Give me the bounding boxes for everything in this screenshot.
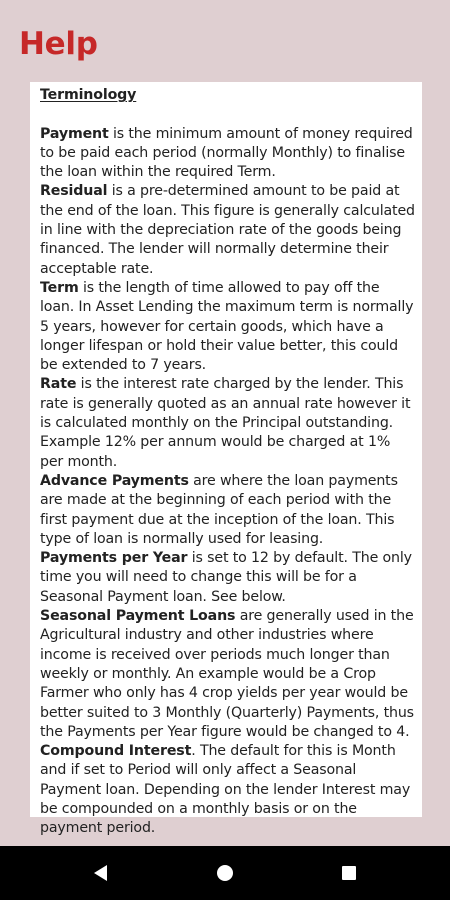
term-description: is set to 12 by default. The only time you will need to change this will be for a Seasonal Payment loan. See below. <box>40 550 412 605</box>
term-paragraph-advance-payments <box>40 472 416 549</box>
term-description: is the length of time allowed to pay off the loan. In Asset Lending the maximum term is normally 5 years, however for certain goods, which have a longer lifespan or hold their value better, this could be extended to 7 years. <box>40 279 414 374</box>
term-paragraph-rate <box>40 375 416 471</box>
back-triangle-icon <box>90 862 112 884</box>
help-content-card[interactable] <box>30 82 422 837</box>
term-name: Advance Payments <box>40 472 189 489</box>
page-title: Help <box>19 26 98 62</box>
term-description: is a pre-determined amount to be paid at the end of the loan. This figure is generally calculated in line with the depreciation rate of the goods being financed. The lender will normally determine their acceptable rate. <box>40 183 415 277</box>
system-navigation-bar <box>0 846 450 900</box>
term-name: Payment <box>40 125 109 142</box>
term-description: is the minimum amount of money required to be paid each period (normally Monthly) to finalise the loan within the required Term. <box>40 125 413 181</box>
recents-square-icon <box>338 862 360 884</box>
term-paragraph-seasonal-payment-loans <box>40 607 416 742</box>
term-name: Seasonal Payment Loans <box>40 608 236 625</box>
term-name: Rate <box>40 376 77 393</box>
term-paragraph-term <box>40 279 416 375</box>
home-circle-icon <box>214 862 236 884</box>
term-name: Term <box>40 279 79 296</box>
term-paragraph-residual <box>40 182 416 278</box>
term-paragraph-payments-per-year <box>40 549 416 607</box>
back-button[interactable] <box>87 859 115 887</box>
term-description: is the interest rate charged by the lender. This rate is generally quoted as an annual rate however it is calculated monthly on the Principal outstanding. Example 12% per annum would be charged at 1% per month. <box>40 376 411 470</box>
term-name: Compound Interest <box>40 743 192 760</box>
recents-button[interactable] <box>335 859 363 887</box>
term-paragraph-payment <box>40 125 416 183</box>
term-description: . The default for this is Month and if set to Period will only affect a Seasonal Payment loan. Depending on the lender Interest may be compounded on a monthly basis or on the payment period. <box>40 743 411 837</box>
term-description: are generally used in the Agricultural industry and other industries where income is received over periods much longer than weekly or monthly. An example would be a Crop Farmer who only has 4 crop yields per year would be better suited to 3 Monthly (Quarterly) Payments, thus the Payments per Year figure would be changed to 4. <box>40 608 414 740</box>
term-name: Payments per Year <box>40 550 188 567</box>
section-heading: Terminology <box>40 87 137 103</box>
help-text-scroll[interactable] <box>40 86 416 839</box>
term-paragraph-compound-interest <box>40 742 416 838</box>
term-description: are where the loan payments are made at the beginning of each period with the first payment due at the inception of the loan. This type of loan is normally used for leasing. <box>40 472 398 547</box>
term-name: Residual <box>40 183 108 200</box>
home-button[interactable] <box>211 859 239 887</box>
